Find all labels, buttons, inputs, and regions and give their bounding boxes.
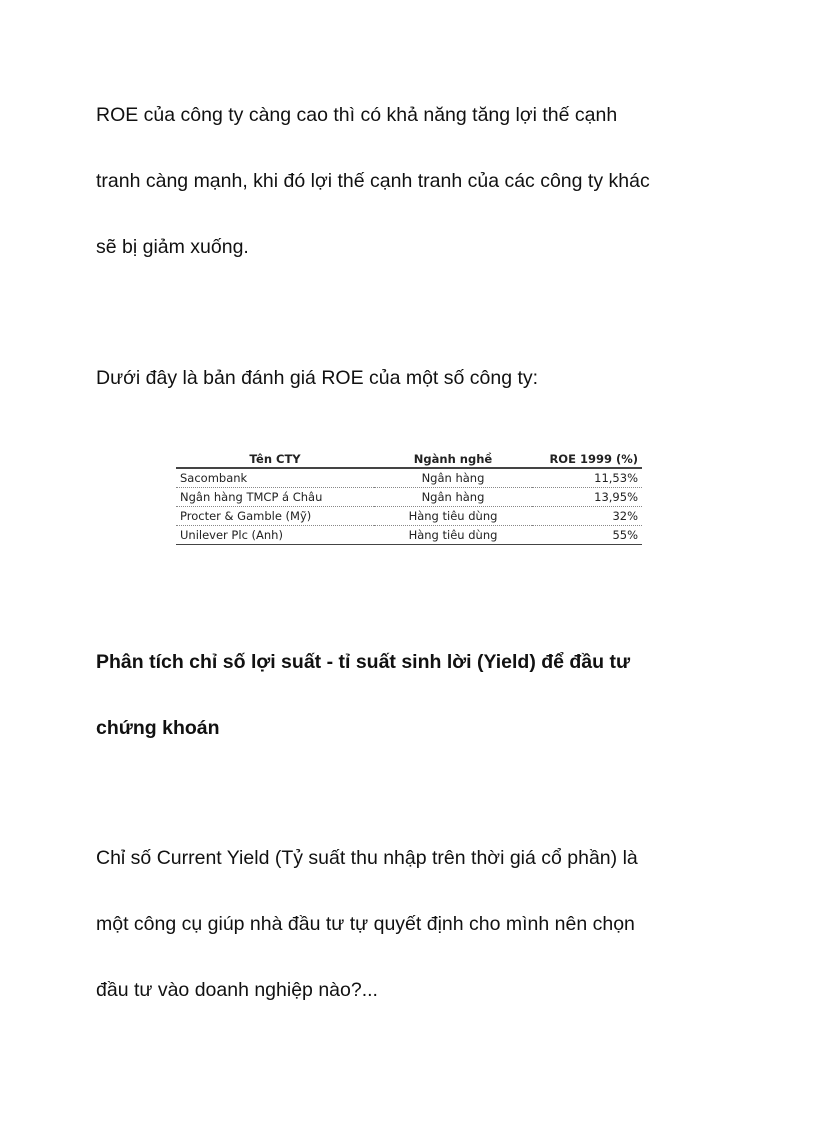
paragraph-line: một công cụ giúp nhà đầu tư tự quyết định cho mình nên chọn	[96, 913, 635, 935]
roe-table-container	[176, 450, 642, 545]
table-header-row	[176, 450, 642, 468]
paragraph-line: đầu tư vào doanh nghiệp nào?...	[96, 979, 378, 1001]
company-cell: Unilever Plc (Anh)	[176, 526, 374, 545]
industry-cell: Ngân hàng	[374, 468, 532, 488]
industry-cell: Ngân hàng	[374, 488, 532, 507]
column-header-company: Tên CTY	[176, 450, 374, 468]
company-cell: Ngân hàng TMCP á Châu	[176, 488, 374, 507]
table-row	[176, 468, 642, 488]
company-cell: Sacombank	[176, 468, 374, 488]
section-heading-line: chứng khoán	[96, 717, 220, 739]
table-row	[176, 507, 642, 526]
roe-table	[176, 450, 642, 545]
table-row	[176, 488, 642, 507]
table-row	[176, 526, 642, 545]
roe-cell: 11,53%	[532, 468, 642, 488]
roe-cell: 32%	[532, 507, 642, 526]
column-header-roe: ROE 1999 (%)	[532, 450, 642, 468]
paragraph-line: sẽ bị giảm xuống.	[96, 236, 249, 258]
roe-cell: 13,95%	[532, 488, 642, 507]
paragraph-line: ROE của công ty càng cao thì có khả năng tăng lợi thế cạnh	[96, 104, 618, 126]
industry-cell: Hàng tiêu dùng	[374, 526, 532, 545]
industry-cell: Hàng tiêu dùng	[374, 507, 532, 526]
table-intro-text: Dưới đây là bản đánh giá ROE của một số công ty:	[96, 367, 539, 389]
section-heading-line: Phân tích chỉ số lợi suất - tỉ suất sinh lời (Yield) để đầu tư	[96, 651, 631, 673]
paragraph-line: tranh càng mạnh, khi đó lợi thế cạnh tranh của các công ty khác	[96, 170, 650, 192]
company-cell: Procter & Gamble (Mỹ)	[176, 507, 374, 526]
roe-cell: 55%	[532, 526, 642, 545]
column-header-industry: Ngành nghề	[374, 450, 532, 468]
paragraph-line: Chỉ số Current Yield (Tỷ suất thu nhập trên thời giá cổ phần) là	[96, 847, 638, 869]
